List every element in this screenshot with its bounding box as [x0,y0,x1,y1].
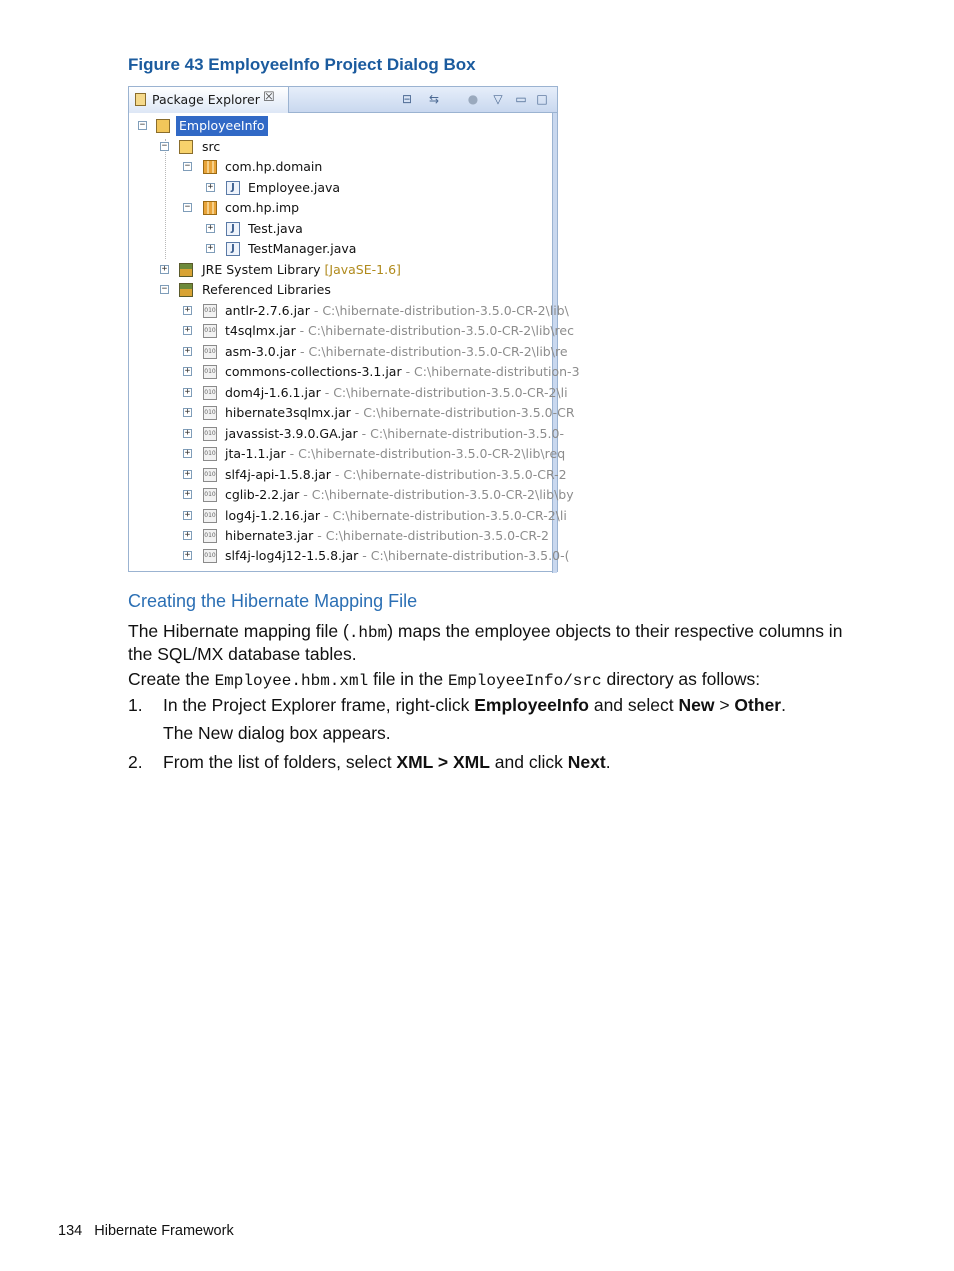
jar-icon: 010 [203,304,217,318]
pkg-imp-label: com.hp.imp [225,200,300,215]
expand-toggle-icon[interactable]: + [207,243,214,253]
src-label: src [202,139,221,154]
jar-label [225,485,574,505]
expand-toggle-icon[interactable]: + [184,550,191,561]
jar-icon: 010 [203,529,217,543]
step-2-text-e: . [605,752,611,772]
page-number: 134 [58,1223,83,1239]
collapse-toggle-icon[interactable]: − [184,161,191,171]
jar-name: javassist-3.9.0.GA.jar [225,425,358,441]
jar-icon: 010 [203,509,217,523]
collapse-toggle-icon[interactable]: − [161,141,168,151]
paragraph-create-file [128,669,868,692]
jar-icon: 010 [203,324,217,338]
collapse-toggle-icon[interactable]: − [184,202,191,212]
jar-icon: 010 [203,406,217,420]
step-2-text [163,752,611,773]
jar-label [225,546,569,566]
jar-label [225,362,580,382]
para2-code-filename: Employee.hbm.xml [214,672,369,690]
expand-toggle-icon[interactable]: + [207,223,214,233]
tab-title: Package Explorer [152,92,260,107]
jar-label [225,383,568,403]
source-folder-icon [179,140,193,154]
focus-icon[interactable]: ● [467,92,479,106]
step-1-text [163,695,786,716]
java-file-icon: J [226,181,240,195]
step-1-bold-other: Other [734,695,782,715]
expand-toggle-icon[interactable]: + [184,386,191,397]
figure-caption: Figure 43 EmployeeInfo Project Dialog Box [128,55,476,74]
step-1-number: 1. [128,695,143,715]
jar-label [225,506,567,526]
para1-code: .hbm [348,624,388,642]
jar-icon: 010 [203,468,217,482]
jar-name: hibernate3.jar [225,527,314,543]
step-1-text-d: > [714,695,735,715]
jar-path: - C:\hibernate-distribution-3.5.0-CR-2\lib\by [299,487,574,503]
step-1-text-c: and select [588,695,679,715]
jar-path: - C:\hibernate-distribution-3.5.0-CR-2\lib\ [309,303,569,318]
jar-name: asm-3.0.jar [225,343,296,359]
para2-text-b: file in the [368,669,448,689]
package-explorer-icon [135,93,146,106]
step-2-text-c: and click [489,752,568,772]
expand-toggle-icon[interactable]: + [184,529,191,540]
project-label: EmployeeInfo [176,116,268,136]
step-2-number: 2. [128,752,143,772]
panel-header [129,87,557,113]
collapse-all-icon[interactable]: ⊟ [401,92,413,106]
jar-path: - C:\hibernate-distribution-3.5.0-CR-2\li [320,507,567,523]
jar-path: - C:\hibernate-distribution-3.5.0-CR-2\li [320,384,568,400]
jar-path: - C:\hibernate-distribution-3.5.0-( [358,548,570,564]
jar-label [225,403,575,423]
jar-name: slf4j-api-1.5.8.jar [225,466,331,482]
jar-label [225,424,564,444]
close-icon[interactable]: ☒ [263,90,275,105]
step-1-text-e: . [781,695,786,715]
page-footer [58,1223,234,1239]
step-2-text-a: From the list of folders, select [163,752,397,772]
jar-name: cglib-2.2.jar [225,487,300,503]
view-menu-icon[interactable]: ▽ [493,92,503,106]
step-1-text-a: In the Project Explorer frame, right-click [163,695,475,715]
jar-label [225,465,567,485]
expand-toggle-icon[interactable]: + [184,468,191,479]
jar-icon: 010 [203,345,217,359]
jar-icon: 010 [203,549,217,563]
minimize-icon[interactable]: ▭ [515,92,527,106]
jar-path: - C:\hibernate-distribution-3.5.0-CR-2\lib\req [285,446,566,462]
expand-toggle-icon[interactable]: + [184,345,191,356]
link-with-editor-icon[interactable]: ⇆ [428,92,440,106]
jre-version: [JavaSE-1.6] [324,262,401,277]
jar-name: dom4j-1.6.1.jar [225,384,321,400]
jre-name: JRE System Library [202,262,321,277]
expand-toggle-icon[interactable]: + [184,305,191,315]
section-title: Creating the Hibernate Mapping File [128,591,418,611]
library-icon [179,283,193,297]
jre-label [202,260,401,280]
jar-name: slf4j-log4j12-1.5.8.jar [225,548,359,564]
employee-java-label: Employee.java [248,180,341,195]
package-icon [203,201,217,215]
paragraph-mapping-file [128,621,868,665]
expand-toggle-icon[interactable]: + [184,366,191,377]
java-file-icon: J [226,222,240,236]
testmanager-java-label: TestManager.java [248,241,357,256]
jar-name: jta-1.1.jar [225,446,286,462]
para1-text-a: The Hibernate mapping file ( [128,621,349,641]
expand-toggle-icon[interactable]: + [184,448,191,459]
jar-icon: 010 [203,447,217,461]
para1-text-b: ) maps the employee objects to their respective columns in the SQL/MX database tables. [128,621,843,664]
expand-toggle-icon[interactable]: + [184,407,191,418]
jar-path: - C:\hibernate-distribution-3.5.0-CR-2\lib\rec [295,323,574,339]
java-file-icon: J [226,242,240,256]
expand-toggle-icon[interactable]: + [184,509,191,520]
para2-code-dir: EmployeeInfo/src [447,672,602,690]
jar-path: - C:\hibernate-distribution-3.5.0-CR-2\lib\re [295,343,568,359]
ref-libs-label: Referenced Libraries [202,282,331,297]
jar-icon: 010 [203,427,217,441]
jar-icon: 010 [203,488,217,502]
para2-text-a: Create the [128,669,215,689]
jar-icon: 010 [203,365,217,379]
pkg-domain-label: com.hp.domain [225,159,323,174]
jar-path: - C:\hibernate-distribution-3.5.0-CR-2 [330,466,567,482]
step-1-note: The New dialog box appears. [163,723,391,743]
step-2-bold-next: Next [567,752,606,772]
jar-icon: 010 [203,386,217,400]
collapse-toggle-icon[interactable]: − [161,284,168,294]
jar-label [225,342,568,362]
step-2-bold-xml: XML > XML [396,752,490,772]
jar-name: commons-collections-3.1.jar [225,364,402,380]
jar-path: - C:\hibernate-distribution-3.5.0- [357,425,564,441]
jar-label [225,321,574,341]
jar-name: antlr-2.7.6.jar [225,303,310,318]
para2-text-c: directory as follows: [601,669,761,689]
expand-toggle-icon[interactable]: + [184,489,191,500]
test-java-label: Test.java [248,221,303,236]
jar-path: - C:\hibernate-distribution-3.5.0-CR-2 [313,527,549,543]
expand-toggle-icon[interactable]: + [184,325,191,336]
package-explorer-tab[interactable] [129,87,289,113]
tree-guide-line [165,139,166,259]
package-icon [203,160,217,174]
step-1-bold-new: New [678,695,715,715]
jar-path: - C:\hibernate-distribution-3.5.0-CR [350,405,575,421]
footer-title: Hibernate Framework [94,1223,234,1239]
jar-name: log4j-1.2.16.jar [225,507,320,523]
step-1-bold-project: EmployeeInfo [474,695,589,715]
library-icon [179,263,193,277]
package-explorer-panel [128,86,580,572]
jar-label [225,526,549,546]
expand-toggle-icon[interactable]: + [161,264,168,274]
jar-label [225,444,565,464]
jar-label [225,301,569,321]
expand-toggle-icon[interactable]: + [184,427,191,438]
jar-path: - C:\hibernate-distribution-3 [401,364,580,380]
maximize-icon[interactable]: □ [536,92,548,106]
collapse-toggle-icon[interactable]: − [139,120,146,130]
jar-name: hibernate3sqlmx.jar [225,405,351,421]
project-icon [156,119,170,133]
expand-toggle-icon[interactable]: + [207,182,214,192]
jar-name: t4sqlmx.jar [225,323,296,339]
